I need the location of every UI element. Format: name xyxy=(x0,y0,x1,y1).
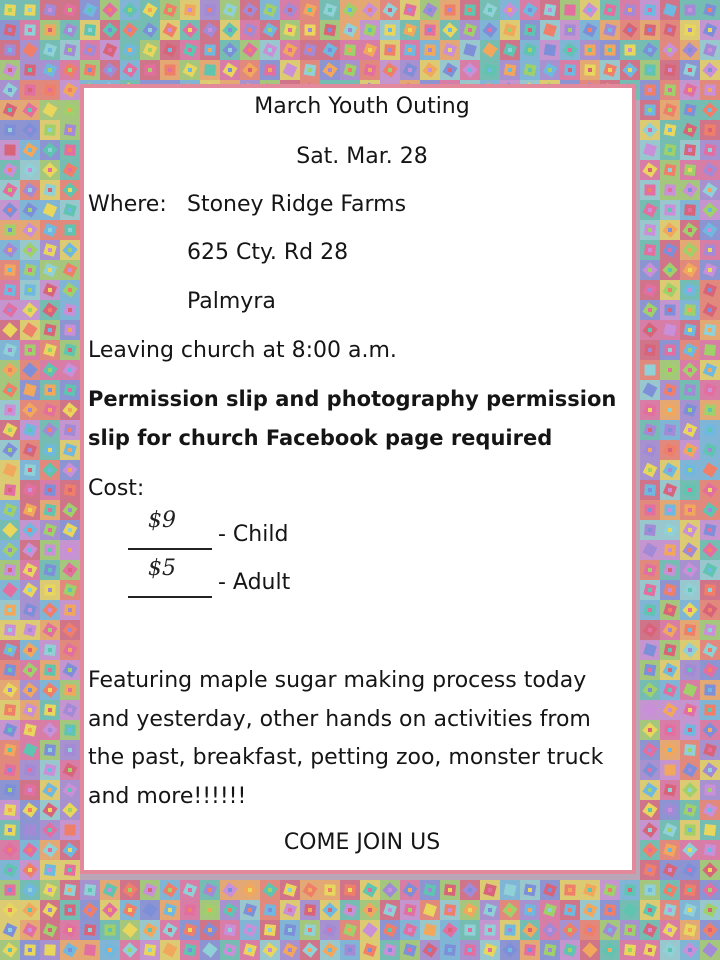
features-line-4: and more!!!!!! xyxy=(88,784,247,809)
handwritten-child-price: $9 xyxy=(148,508,176,533)
where-label: Where: xyxy=(88,192,167,217)
price-blank-line xyxy=(128,548,212,550)
permission-notice-line-1: Permission slip and photography permission xyxy=(88,387,617,411)
child-label: - Child xyxy=(218,522,289,547)
permission-notice-line-2: slip for church Facebook page required xyxy=(88,426,553,450)
closing-call: COME JOIN US xyxy=(283,830,441,855)
handwritten-adult-price: $5 xyxy=(148,556,176,581)
event-date: Sat. Mar. 28 xyxy=(296,144,428,169)
location-town: Palmyra xyxy=(187,289,276,314)
flyer-title: March Youth Outing xyxy=(254,94,470,119)
price-blank-line xyxy=(128,596,212,598)
features-line-1: Featuring maple sugar making process today xyxy=(88,668,587,693)
features-line-2: and yesterday, other hands on activities from xyxy=(88,707,591,732)
location-name: Stoney Ridge Farms xyxy=(187,192,407,217)
features-line-3: the past, breakfast, petting zoo, monster truck xyxy=(88,745,604,770)
flyer-paper xyxy=(80,84,636,874)
cost-label: Cost: xyxy=(88,476,145,501)
location-address: 625 Cty. Rd 28 xyxy=(187,240,349,265)
departure-time: Leaving church at 8:00 a.m. xyxy=(88,338,397,363)
adult-label: - Adult xyxy=(218,570,291,595)
